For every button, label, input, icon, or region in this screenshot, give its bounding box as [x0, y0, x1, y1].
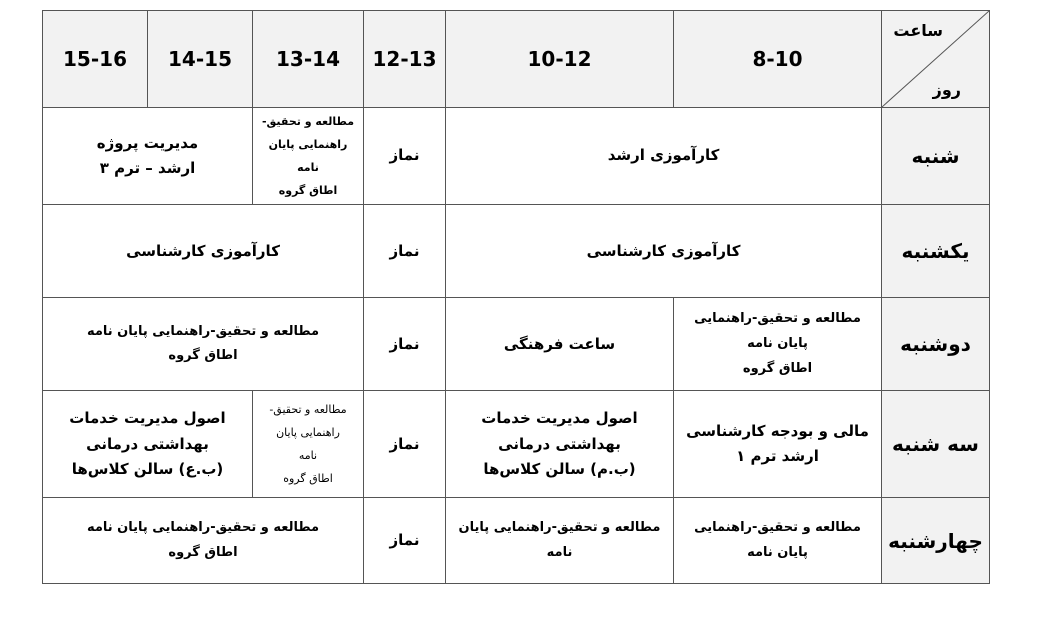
- sunday-row: [43, 205, 990, 298]
- monday-row: [43, 298, 990, 391]
- schedule-cell: [446, 391, 674, 498]
- cell-line: ارشد ترم ۱: [736, 447, 819, 466]
- cell-line: نامه: [298, 449, 318, 463]
- cell-line: راهنمایی پایان: [268, 138, 348, 152]
- day-label: دوشنبه: [882, 298, 990, 391]
- corner-cell: [882, 11, 990, 108]
- weekly-schedule-table: [42, 10, 990, 584]
- day-label: شنبه: [882, 108, 990, 205]
- slot-header: 8-10: [674, 11, 882, 108]
- day-label: یکشنبه: [882, 205, 990, 298]
- cell-line: اصول مدیریت خدمات: [69, 409, 226, 428]
- saturday-row: [43, 108, 990, 205]
- wednesday-row: [43, 498, 990, 584]
- schedule-cell: [446, 498, 674, 584]
- cell-line: (ب.م) سالن کلاس‌ها: [483, 460, 636, 479]
- cell-line: پایان نامه: [747, 544, 808, 560]
- prayer-cell: نماز: [364, 205, 446, 298]
- cell-line: اصول مدیریت خدمات: [481, 409, 638, 428]
- schedule-cell: [43, 298, 364, 391]
- prayer-cell: نماز: [364, 391, 446, 498]
- cell-line: ارشد – ترم ۳: [99, 159, 196, 178]
- cell-line: اطاق گروه: [742, 360, 813, 376]
- header-row: [43, 11, 990, 108]
- cell-line: اطاق گروه: [168, 544, 238, 560]
- prayer-cell: نماز: [364, 108, 446, 205]
- schedule-cell: [43, 108, 253, 205]
- cell-line: مطالعه و تحقیق-راهنمایی پایان: [458, 520, 661, 536]
- cell-line: (ب.ع) سالن کلاس‌ها: [71, 460, 224, 479]
- slot-header: 12-13: [364, 11, 446, 108]
- cell-line: اطاق گروه: [168, 348, 238, 364]
- schedule-cell: کارآموزی کارشناسی: [446, 205, 882, 298]
- cell-line: مطالعه و تحقیق-راهنمایی: [694, 311, 861, 327]
- corner-hour-label: ساعت: [893, 21, 943, 40]
- cell-line: مطالعه و تحقیق-: [261, 115, 355, 128]
- tuesday-row: [43, 391, 990, 498]
- schedule-cell: [674, 391, 882, 498]
- cell-line: اطاق گروه: [283, 472, 333, 486]
- schedule-cell: [674, 498, 882, 584]
- schedule-cell: کارآموزی ارشد: [446, 108, 882, 205]
- cell-line: مدیریت پروژه: [96, 133, 199, 152]
- cell-line: مطالعه و تحقیق-راهنمایی پایان نامه: [86, 323, 320, 339]
- cell-line: مالی و بودجه کارشناسی: [686, 421, 869, 440]
- schedule-cell: [253, 108, 364, 205]
- prayer-cell: نماز: [364, 498, 446, 584]
- cell-line: اطاق گروه: [278, 184, 338, 198]
- cell-line: بهداشتی درمانی: [86, 434, 209, 453]
- schedule-cell: [674, 298, 882, 391]
- cell-line: مطالعه و تحقیق-راهنمایی پایان نامه: [86, 520, 320, 536]
- cell-line: پایان نامه: [747, 336, 808, 352]
- cell-line: بهداشتی درمانی: [498, 434, 621, 453]
- schedule-cell: [43, 498, 364, 584]
- cell-line: مطالعه و تحقیق-: [269, 403, 347, 417]
- slot-header: 10-12: [446, 11, 674, 108]
- schedule-cell: ساعت فرهنگی: [446, 298, 674, 391]
- slot-header: 15-16: [43, 11, 148, 108]
- corner-day-label: روز: [932, 79, 961, 99]
- cell-line: نامه: [297, 161, 319, 175]
- schedule-cell: [253, 391, 364, 498]
- slot-header: 14-15: [148, 11, 253, 108]
- cell-line: مطالعه و تحقیق-راهنمایی: [694, 520, 861, 536]
- schedule-cell: [43, 391, 253, 498]
- cell-line: راهنمایی پایان: [276, 426, 340, 440]
- slot-header: 13-14: [253, 11, 364, 108]
- day-label: چهارشنبه: [882, 498, 990, 584]
- cell-line: نامه: [546, 544, 573, 560]
- prayer-cell: نماز: [364, 298, 446, 391]
- day-label: سه شنبه: [882, 391, 990, 498]
- schedule-cell: کارآموزی کارشناسی: [43, 205, 364, 298]
